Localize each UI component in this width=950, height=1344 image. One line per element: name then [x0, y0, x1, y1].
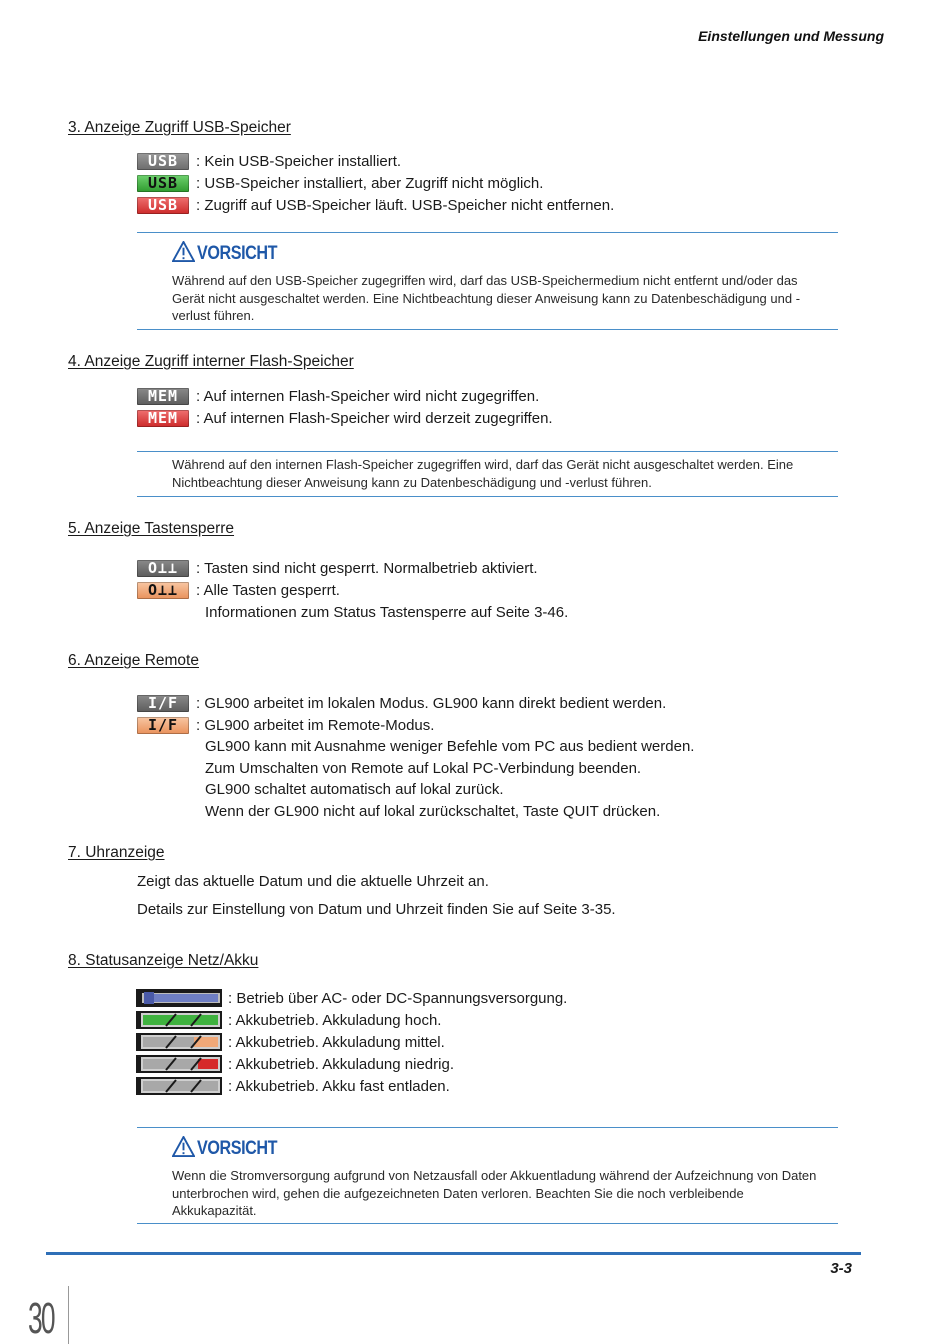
caution-title: VORSICHT	[197, 1138, 278, 1159]
note-text-mem: Während auf den internen Flash-Speicher zugegriffen wird, darf das Gerät nicht ausgeschaltet werden. Eine Nichtbeachtung dieser Anweisung kann zu Datenbeschädigung und -verlust führen.	[172, 457, 794, 490]
usb-status-text: : Zugriff auf USB-Speicher läuft. USB-Speicher nicht entfernen.	[196, 197, 615, 214]
usb-status-text: : Kein USB-Speicher installiert.	[196, 153, 402, 170]
stamp-divider	[68, 1286, 69, 1344]
section-title-usb: 3. Anzeige Zugriff USB-Speicher	[68, 119, 291, 136]
page-header-title: Einstellungen und Messung	[698, 28, 884, 44]
battery-empty-icon	[136, 1077, 222, 1095]
mem-icon-gray: MEM	[137, 388, 189, 405]
caution-text: Während auf den USB-Speicher zugegriffen wird, darf das USB-Speichermedium nicht entfernt und/oder das Gerät nicht ausgeschaltet werden. Eine Nichtbeachtung dieser Anweisung kann zu Datenbeschädigung und -verlust führen.	[172, 273, 801, 323]
interface-icon-gray: I/F	[137, 695, 189, 712]
section-title-power: 8. Statusanzeige Netz/Akku	[68, 952, 259, 969]
battery-medium-icon	[136, 1033, 222, 1051]
section-title-mem: 4. Anzeige Zugriff interner Flash-Speicher	[68, 353, 354, 370]
caution-title: VORSICHT	[197, 243, 278, 264]
caution-rule-bottom	[137, 1223, 838, 1224]
usb-icon-red: USB	[137, 197, 189, 214]
footer-line	[46, 1252, 861, 1255]
caution-rule-bottom	[137, 329, 838, 330]
power-status-text: : Akkubetrieb. Akkuladung niedrig.	[228, 1056, 454, 1073]
page-stamp: 30	[28, 1294, 54, 1343]
key-lock-icon-gray: O⊥⊥	[137, 560, 189, 577]
remote-info-text: GL900 kann mit Ausnahme weniger Befehle vom PC aus bedient werden.	[205, 738, 695, 755]
power-status-text: : Akkubetrieb. Akkuladung mittel.	[228, 1034, 445, 1051]
note-rule-top	[137, 451, 838, 452]
lock-status-text: : Tasten sind nicht gesperrt. Normalbetrieb aktiviert.	[196, 560, 538, 577]
caution-box-usb	[137, 232, 838, 330]
ac-plug-icon	[136, 989, 222, 1007]
power-status-text: : Akkubetrieb. Akku fast entladen.	[228, 1078, 450, 1095]
warning-triangle-icon	[172, 241, 195, 262]
remote-info-text: Zum Umschalten von Remote auf Lokal PC-Verbindung beenden.	[205, 760, 642, 777]
clock-text: Details zur Einstellung von Datum und Uhrzeit finden Sie auf Seite 3-35.	[137, 901, 616, 918]
usb-icon-gray: USB	[137, 153, 189, 170]
remote-info-text: GL900 schaltet automatisch auf lokal zurück.	[205, 781, 504, 798]
caution-box-power	[137, 1127, 838, 1225]
clock-text: Zeigt das aktuelle Datum und die aktuelle Uhrzeit an.	[137, 873, 489, 890]
remote-status-text: : GL900 arbeitet im Remote-Modus.	[196, 717, 435, 734]
lock-status-text: : Alle Tasten gesperrt.	[196, 582, 340, 599]
battery-high-icon	[136, 1011, 222, 1029]
section-title-remote: 6. Anzeige Remote	[68, 652, 199, 669]
remote-info-text: Wenn der GL900 nicht auf lokal zurückschaltet, Taste QUIT drücken.	[205, 803, 661, 820]
caution-text: Wenn die Stromversorgung aufgrund von Netzausfall oder Akkuentladung während der Aufzeichnung von Daten unterbrochen wird, gehen die aufgezeichneten Daten verloren. Beachten Sie die noch verbleibende Akkukapazität.	[172, 1168, 817, 1218]
page-number: 3-3	[830, 1260, 852, 1277]
mem-icon-red: MEM	[137, 410, 189, 427]
key-lock-icon-orange: O⊥⊥	[137, 582, 189, 599]
usb-icon-green: USB	[137, 175, 189, 192]
usb-status-text: : USB-Speicher installiert, aber Zugriff nicht möglich.	[196, 175, 544, 192]
battery-low-icon	[136, 1055, 222, 1073]
interface-icon-orange: I/F	[137, 717, 189, 734]
power-status-text: : Akkubetrieb. Akkuladung hoch.	[228, 1012, 442, 1029]
warning-triangle-icon	[172, 1136, 195, 1157]
section-title-clock: 7. Uhranzeige	[68, 844, 165, 861]
lock-info-text: Informationen zum Status Tastensperre auf Seite 3-46.	[205, 604, 569, 621]
remote-status-text: : GL900 arbeitet im lokalen Modus. GL900 kann direkt bedient werden.	[196, 695, 667, 712]
power-status-text: : Betrieb über AC- oder DC-Spannungsversorgung.	[228, 990, 568, 1007]
mem-status-text: : Auf internen Flash-Speicher wird derzeit zugegriffen.	[196, 410, 553, 427]
note-rule-bottom	[137, 496, 838, 497]
mem-status-text: : Auf internen Flash-Speicher wird nicht zugegriffen.	[196, 388, 540, 405]
section-title-lock: 5. Anzeige Tastensperre	[68, 520, 235, 537]
